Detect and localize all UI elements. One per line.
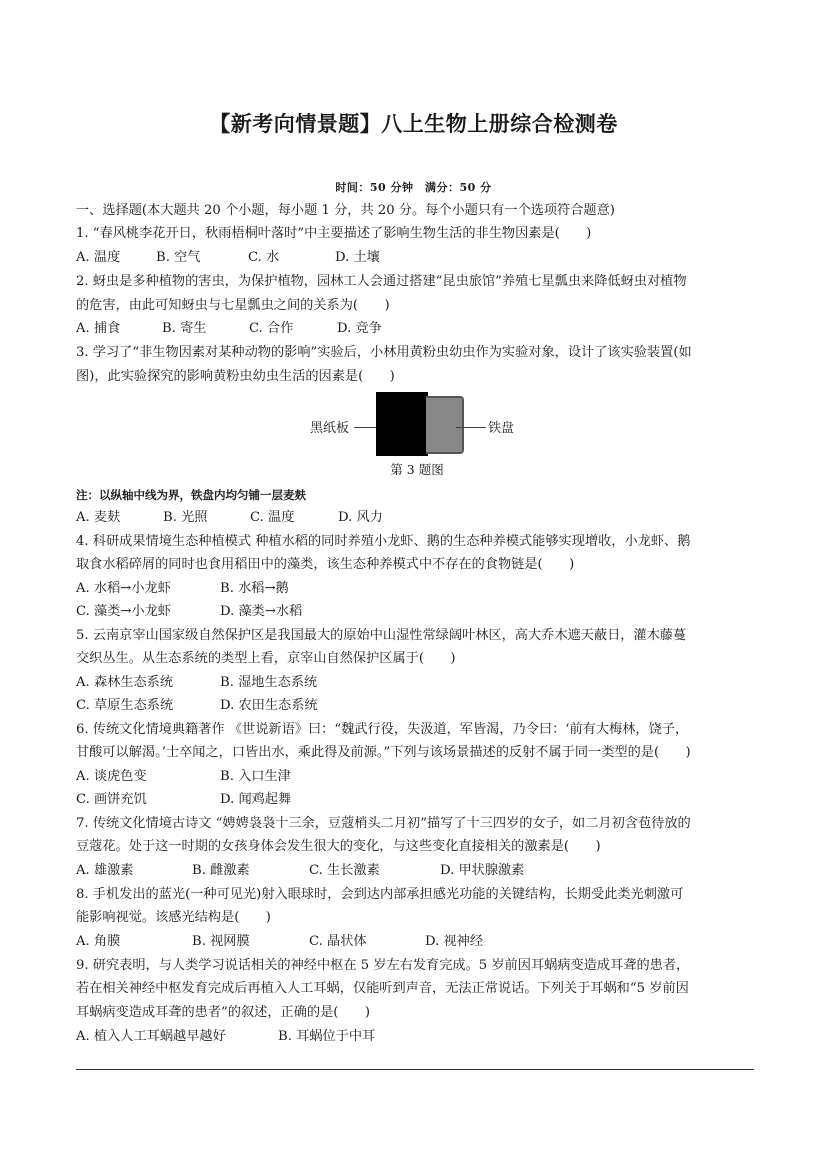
section-heading: 一、选择题(本大题共 20 个小题，每小题 1 分，共 20 分。每个小题只有一个选项符合题意)	[76, 203, 615, 218]
question-3-text-line2: 图)，此实验探究的影响黄粉虫幼虫生活的因素是( )	[76, 369, 395, 384]
q3-option-b: B. 光照	[163, 510, 208, 525]
figure-note: 注：以纵轴中线为界，铁盘内均匀铺一层麦麸	[76, 488, 306, 502]
q8-option-c: C. 晶状体	[309, 934, 367, 949]
exam-meta: 时间：50 分钟 满分：50 分	[335, 181, 492, 194]
q5-option-d: D. 农田生态系统	[220, 698, 318, 713]
q8-option-d: D. 视神经	[425, 934, 484, 949]
q4-option-a: A. 水稻→小龙虾	[76, 581, 171, 596]
q6-option-d: D. 闻鸡起舞	[220, 792, 292, 807]
black-board-label: 黑纸板	[310, 421, 350, 436]
question-2-text-line1: 2. 蚜虫是多种植物的害虫，为保护植物，园林工人会通过搭建“昆虫旅馆”养殖七星瓢虫来降低蚜虫对植物	[76, 274, 687, 289]
q7-option-b: B. 雌激素	[192, 863, 250, 878]
question-8-text-line2: 能影响视觉。该感光结构是( )	[76, 910, 271, 925]
q3-option-c: C. 温度	[250, 510, 295, 525]
question-8-text-line1: 8. 手机发出的蓝光(一种可见光)射入眼球时，会到达内部承担感光功能的关键结构，长期受此类光刺激可	[76, 887, 684, 902]
q1-option-d: D. 土壤	[335, 250, 380, 265]
q8-option-b: B. 视网膜	[192, 934, 250, 949]
question-3-text-line1: 3. 学习了“非生物因素对某种动物的影响”实验后，小林用黄粉虫幼虫作为实验对象，设计了该实验装置(如	[76, 345, 692, 360]
question-4-text-line2: 取食水稻碎屑的同时也食用稻田中的藻类，该生态种养模式中不存在的食物链是( )	[76, 557, 575, 572]
question-9-text-line1: 9. 研究表明，与人类学习说话相关的神经中枢在 5 岁左右发育完成。5 岁前因耳蜗病变造成耳聋的患者，	[76, 958, 690, 973]
question-2-text-line2: 的危害，由此可知蚜虫与七星瓢虫之间的关系为( )	[76, 298, 390, 313]
q7-option-a: A. 雄激素	[76, 863, 134, 878]
iron-tray	[426, 396, 464, 454]
q2-option-c: C. 合作	[249, 321, 294, 336]
q7-option-d: D. 甲状腺激素	[440, 863, 525, 878]
iron-tray-pointer	[456, 427, 486, 428]
q5-option-a: A. 森林生态系统	[76, 675, 174, 690]
question-9-text-line2: 若在相关神经中枢发育完成后再植入人工耳蜗，仅能听到声音，无法正常说话。下列关于耳蜗和“5 岁前因	[76, 981, 689, 996]
q3-option-d: D. 风力	[338, 510, 383, 525]
q6-option-a: A. 谈虎色变	[76, 769, 147, 784]
question-1-text: 1. “春风桃李花开日，秋雨梧桐叶落时”中主要描述了影响生物生活的非生物因素是( )	[76, 226, 592, 241]
question-7-text-line1: 7. 传统文化情境古诗文 “娉娉袅袅十三余，豆蔻梢头二月初”描写了十三四岁的女子，如二月初含苞待放的	[76, 816, 691, 831]
q5-option-b: B. 湿地生态系统	[220, 675, 318, 690]
question-5-text-line1: 5. 云南京宰山国家级自然保护区是我国最大的原始中山湿性常绿阔叶林区，高大乔木遮天蔽日，灌木藤蔓	[76, 628, 687, 643]
q8-option-a: A. 角膜	[76, 934, 121, 949]
q5-option-c: C. 草原生态系统	[76, 698, 174, 713]
black-board-cover	[376, 392, 428, 456]
question-9-text-line3: 耳蜗病变造成耳聋的患者”的叙述，正确的是( )	[76, 1005, 370, 1020]
question-6-text-line2: 甘酸可以解渴。’士卒闻之，口皆出水，乘此得及前源。”下列与该场景描述的反射不属于同一类型的是( )	[76, 745, 691, 760]
page-bottom-rule	[76, 1069, 754, 1070]
q1-option-b: B. 空气	[156, 250, 201, 265]
figure-caption: 第 3 题图	[390, 462, 444, 477]
q2-option-a: A. 捕食	[76, 321, 121, 336]
q9-option-b: B. 耳蜗位于中耳	[278, 1029, 376, 1044]
q4-option-b: B. 水稻→鹅	[220, 581, 289, 596]
question-5-text-line2: 交织丛生。从生态系统的类型上看，京宰山自然保护区属于( )	[76, 651, 456, 666]
q7-option-c: C. 生长激素	[309, 863, 380, 878]
q6-option-b: B. 入口生津	[220, 769, 291, 784]
q2-option-d: D. 竞争	[337, 321, 382, 336]
question-7-text-line2: 豆蔻花。处于这一时期的女孩身体会发生很大的变化，与这些变化直接相关的激素是( )	[76, 839, 601, 854]
black-board-pointer	[354, 427, 376, 428]
page-title: 【新考向情景题】八上生物上册综合检测卷	[209, 112, 618, 136]
q3-option-a: A. 麦麸	[76, 510, 121, 525]
q4-option-d: D. 藻类→水稻	[220, 604, 303, 619]
q6-option-c: C. 画饼充饥	[76, 792, 147, 807]
q4-option-c: C. 藻类→小龙虾	[76, 604, 171, 619]
question-4-text-line1: 4. 科研成果情境生态种植模式 种植水稻的同时养殖小龙虾、鹅的生态种养模式能够实现增收，小龙虾、鹅	[76, 534, 691, 549]
q9-option-a: A. 植入人工耳蜗越早越好	[76, 1029, 226, 1044]
q1-option-c: C. 水	[248, 250, 280, 265]
iron-tray-label: 铁盘	[488, 421, 515, 436]
q2-option-b: B. 寄生	[162, 321, 207, 336]
question-6-text-line1: 6. 传统文化情境典籍著作 《世说新语》曰：“魏武行役，失汲道，军皆渴，乃令曰：‘前有大梅林，饶子，	[76, 722, 689, 737]
q1-option-a: A. 温度	[76, 250, 121, 265]
